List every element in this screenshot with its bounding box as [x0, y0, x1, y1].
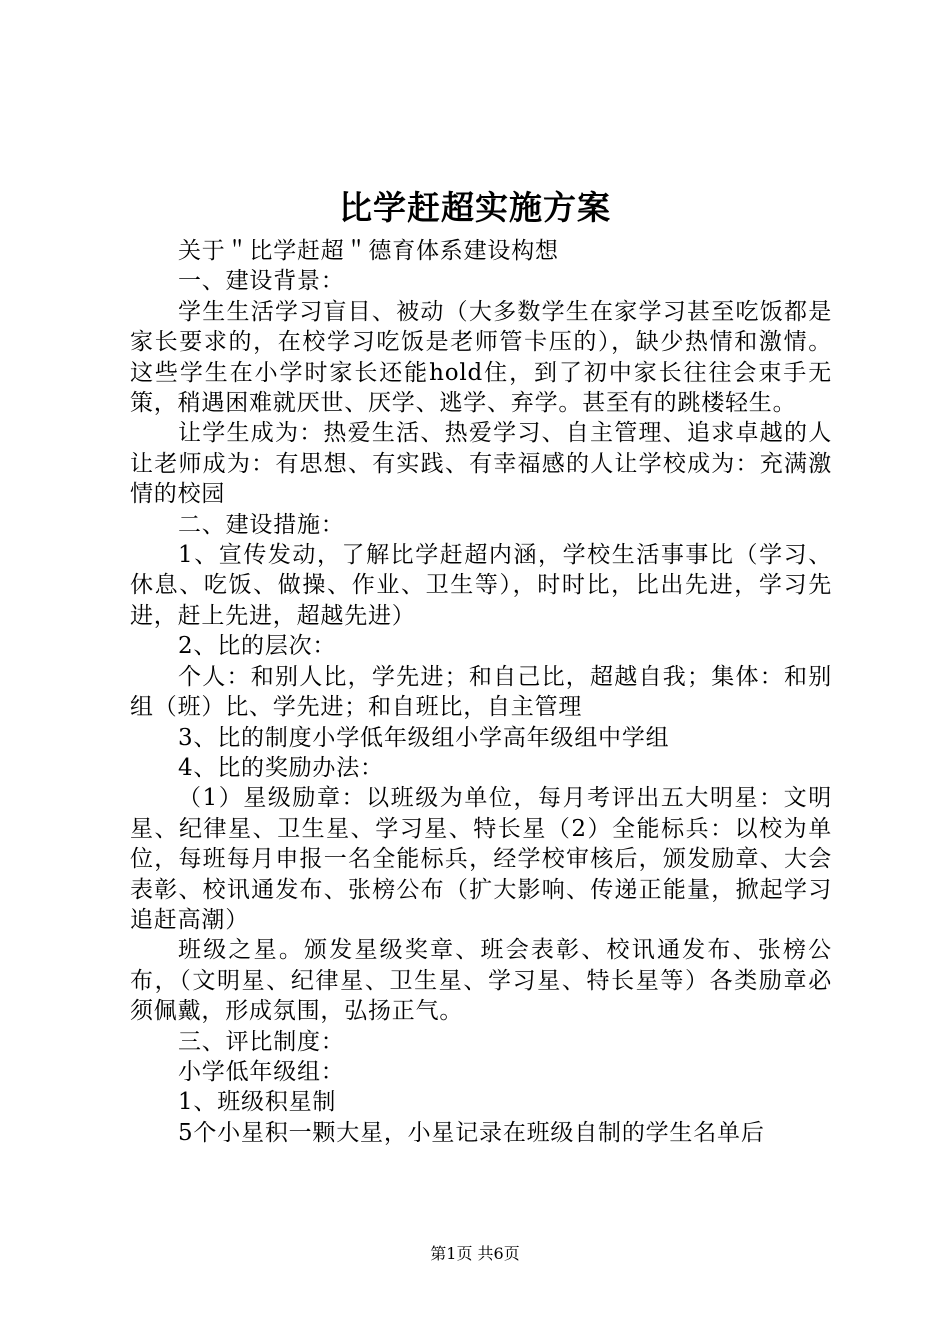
paragraph: 5个小星积一颗大星，小星记录在班级自制的学生名单后 — [178, 1119, 765, 1146]
subheading: 小学低年级组： — [178, 1058, 345, 1085]
section-heading: 二、建设措施： — [178, 511, 345, 538]
paragraph: 个人：和别人比，学先进；和自己比，超越自我；集体：和别组（班）比、学先进；和自班比，自主管理 — [130, 663, 832, 721]
section-heading: 三、评比制度： — [178, 1028, 345, 1055]
paragraph: （1）星级励章：以班级为单位，每月考评出五大明星：文明星、纪律星、卫生星、学习星、特长星（2）全能标兵：以校为单位，每班每月申报一名全能标兵，经学校审核后，颁发励章、大会表彰、校讯通发布、张榜公布（扩大影响、传递正能量，掀起学习追赶高潮） — [130, 785, 832, 933]
document-body — [130, 236, 832, 1148]
paragraph: 让学生成为：热爱生活、热爱学习、自主管理、追求卓越的人让老师成为：有思想、有实践、有幸福感的人让学校成为：充满激情的校园 — [130, 420, 832, 508]
page-number-footer: 第1页 共6页 — [430, 1244, 520, 1263]
subheading: 1、班级积星制 — [178, 1089, 337, 1116]
paragraph: 关于＂比学赶超＂德育体系建设构想 — [178, 238, 559, 264]
paragraph: 班级之星。颁发星级奖章、班会表彰、校讯通发布、张榜公布，（文明星、纪律星、卫生星、学习星、特长星等）各类励章必须佩戴，形成氛围，弘扬正气。 — [130, 937, 832, 1025]
subheading: 4、比的奖励办法： — [178, 754, 384, 781]
paragraph: 学生生活学习盲目、被动（大多数学生在家学习甚至吃饭都是家长要求的，在校学习吃饭是老师管卡压的），缺少热情和激情。这些学生在小学时家长还能hold住，到了初中家长往往会束手无策，稍遇困难就厌世、厌学、逃学、弃学。甚至有的跳楼轻生。 — [130, 298, 832, 417]
paragraph: 1、宣传发动，了解比学赶超内涵，学校生活事事比（学习、休息、吃饭、做操、作业、卫生等），时时比，比出先进，学习先进，赶上先进，超越先进） — [130, 542, 832, 629]
document-title: 比学赶超实施方案 — [339, 188, 611, 227]
subheading: 2、比的层次： — [178, 633, 337, 660]
section-heading: 一、建设背景： — [178, 268, 345, 295]
paragraph: 3、比的制度小学低年级组小学高年级组中学组 — [178, 724, 670, 751]
